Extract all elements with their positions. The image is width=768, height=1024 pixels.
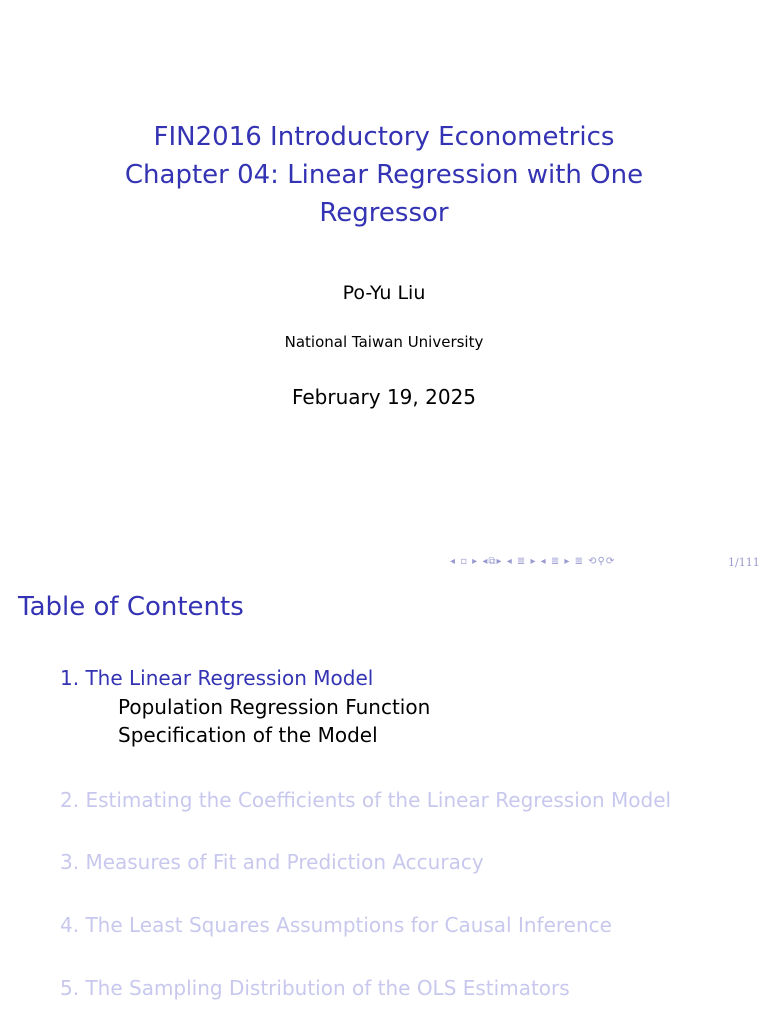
- toc-item-5[interactable]: 5. The Sampling Distribution of the OLS Estimators: [60, 976, 570, 1000]
- toc-item-1[interactable]: 1. The Linear Regression Model: [60, 666, 374, 690]
- toc-item-3[interactable]: 3. Measures of Fit and Prediction Accuracy: [60, 850, 484, 874]
- page-number: 1/111: [728, 556, 760, 569]
- title-line-3: Regressor: [319, 198, 449, 228]
- institution: National Taiwan University: [284, 333, 484, 351]
- presentation-date: February 19, 2025: [291, 385, 477, 409]
- toc-subitem-specification[interactable]: Specification of the Model: [118, 723, 378, 747]
- title-line-2: Chapter 04: Linear Regression with One: [124, 160, 644, 190]
- toc-subitem-population-regression[interactable]: Population Regression Function: [118, 695, 431, 719]
- toc-item-4[interactable]: 4. The Least Squares Assumptions for Causal Inference: [60, 913, 612, 937]
- title-line-1: FIN2016 Introductory Econometrics: [153, 122, 615, 152]
- toc-slide: [0, 576, 768, 1024]
- beamer-navigation-icons[interactable]: ◂ ▫ ▸ ◂⧉▸ ◂ ≣ ▸ ◂ ≣ ▸ ≣ ⟲⚲⟳: [450, 556, 616, 567]
- toc-title: Table of Contents: [18, 592, 244, 622]
- toc-item-2[interactable]: 2. Estimating the Coefficients of the Linear Regression Model: [60, 788, 672, 812]
- author-name: Po-Yu Liu: [342, 282, 426, 304]
- presentation-title: [0, 118, 768, 232]
